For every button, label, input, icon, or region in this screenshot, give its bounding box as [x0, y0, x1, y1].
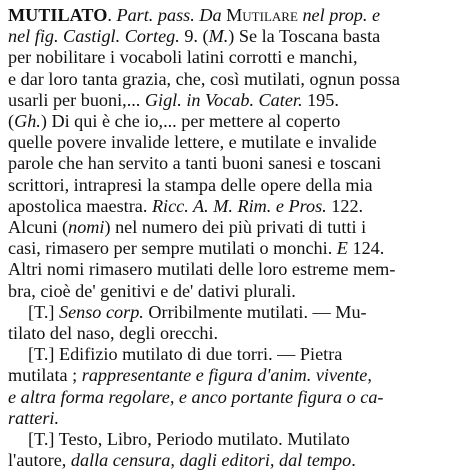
- body-text: .: [107, 5, 117, 25]
- body-text: casi, rimasero per sempre mutilati o monchi.: [8, 238, 337, 259]
- body-text: ) nel numero dei più privati di tutti i: [104, 217, 367, 237]
- body-text: 195.: [302, 89, 339, 110]
- body-text: Altri nomi rimasero mutilati delle loro estreme mem-: [8, 259, 396, 280]
- body-text: [T.] Edifizio mutilato di due torri. — Pietra: [28, 344, 343, 365]
- italic-text: E: [336, 238, 348, 259]
- entry-line: [8, 386, 466, 408]
- italic-text: nomi: [68, 217, 105, 237]
- entry-line: [8, 449, 466, 471]
- italic-text: e altra forma regolare, e anco portante figura o ca-: [8, 386, 384, 407]
- italic-text: dalla censura, dagli editori, dal tempo: [70, 450, 352, 471]
- body-text: (: [8, 111, 15, 131]
- body-text: scrittori, intrapresi la stampa delle opere della mia: [8, 174, 373, 195]
- entry-line: [8, 407, 466, 429]
- body-text: apostolica maestra.: [8, 195, 152, 216]
- entry-line: [8, 174, 466, 196]
- entry-line: [8, 4, 466, 26]
- body-text: Alcuni (: [8, 217, 69, 237]
- body-text: parole che han servito a tanti buoni sanesi e toscani: [8, 153, 382, 174]
- body-text: ) Di qui è che io,... per mettere al coperto: [40, 111, 341, 131]
- entry-line: [8, 280, 466, 302]
- headword: MUTILATO: [8, 5, 108, 25]
- italic-text: M.: [208, 26, 229, 47]
- entry-line: [8, 216, 466, 238]
- entry-line: [8, 237, 466, 259]
- small-caps-text: Mutilare: [226, 5, 298, 25]
- italic-text: ratteri.: [8, 407, 60, 428]
- body-text: .: [351, 450, 356, 471]
- body-text: tilato del naso, degli orecchi.: [8, 323, 219, 343]
- entry-line: [8, 25, 466, 47]
- body-text: Orribilmente mutilati. — Mu-: [143, 301, 367, 322]
- italic-text: Gh.: [14, 111, 41, 131]
- body-text: l'autore,: [8, 450, 71, 471]
- entry-line: [8, 68, 466, 90]
- body-text: ) Se la Toscana basta: [228, 26, 381, 47]
- body-text: [T.] Testo, Libro, Periodo mutilato. Mutilato: [28, 429, 350, 449]
- italic-text: Part. pass. Da: [116, 5, 227, 25]
- italic-text: nel prop. e: [297, 5, 381, 25]
- entry-line: [8, 152, 466, 174]
- body-text: 122.: [326, 195, 364, 216]
- body-text: usarli per buoni,...: [8, 89, 145, 110]
- entry-line: [8, 258, 466, 280]
- entry-line: [8, 301, 472, 323]
- entry-line: [8, 131, 466, 153]
- entry-line: [8, 343, 472, 365]
- body-text: quelle povere invalide lettere, e mutilate e invalide: [8, 132, 377, 153]
- entry-line: [8, 89, 466, 111]
- body-text: bra, cioè de' genitivi e de' dativi plurali.: [8, 280, 296, 301]
- body-text: 9. (: [179, 26, 209, 47]
- entry-line: [8, 110, 466, 132]
- entry-line: [8, 322, 466, 344]
- italic-text: rappresentante e figura d'anim. vivente,: [81, 365, 372, 386]
- body-text: e dar loro tanta grazia, che, così mutilati, ognun possa: [8, 68, 400, 89]
- body-text: mutilata ;: [8, 365, 82, 386]
- body-text: [T.]: [28, 301, 59, 322]
- body-text: per nobilitare i vocaboli latini corrotti e manchi,: [8, 47, 358, 68]
- italic-text: Gigl. in Vocab. Cater.: [144, 89, 303, 110]
- body-text: 124.: [347, 238, 385, 259]
- entry-line: [8, 428, 472, 450]
- italic-text: Senso corp.: [58, 301, 144, 322]
- italic-text: nel fig. Castigl. Corteg.: [8, 26, 180, 47]
- entry-line: [8, 195, 466, 217]
- entry-line: [8, 46, 466, 68]
- italic-text: Ricc. A. M. Rim. e Pros.: [151, 195, 327, 216]
- entry-line: [8, 364, 466, 386]
